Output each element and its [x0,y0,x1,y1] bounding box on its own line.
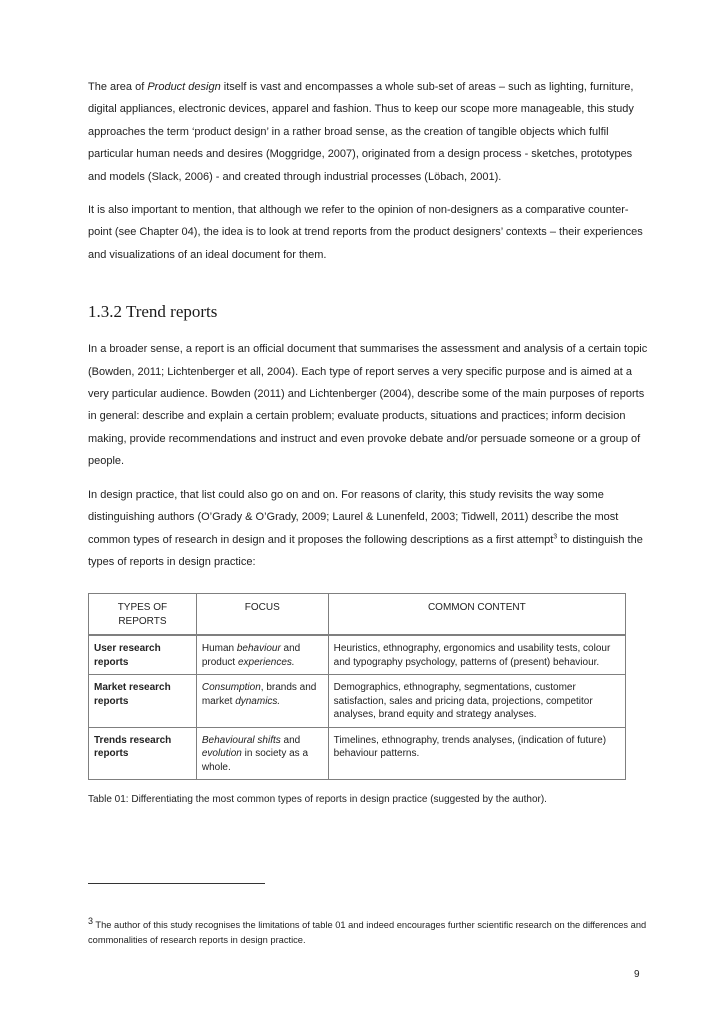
table-row [89,635,626,675]
table-caption: Table 01: Differentiating the most common types of reports in design practice (suggested by the author). [88,794,547,806]
focus-cell: Behavioural shifts and evolution in society as a whole. [196,727,328,780]
paragraph-product-design: The area of Product design itself is vast and encompasses a whole sub-set of areas – such as lighting, furniture, digital appliances, electronic devices, apparel and fashion. Thus to keep our scope more manageable, this study approaches the term ‘product design’ in a rather broad sense, as the creation of tangible objects which fulfil particular human needs and desires (Moggridge, 2007), originated from a design process - sketches, prototypes and models (Slack, 2006) - and created through industrial processes (Löbach, 2001). [88,81,634,183]
footnote-divider [88,883,265,884]
column-header-types: TYPES OF REPORTS [89,594,197,636]
paragraph-design-practice: In design practice, that list could also go on and on. For reasons of clarity, this study revisits the way some distinguishing authors (O’Grady & O’Grady, 2009; Laurel & Lunenfeld, 2003; Tidwell, 2011) describe the most common types of research in design and it proposes the following descriptions as a first attempt$^3$ to distinguish the types of reports in design practice: [88,488,643,568]
table-header-row [89,594,626,636]
table-row [89,727,626,780]
report-type-cell: User research reports [89,635,197,675]
footnote-marker: 3 [88,916,94,926]
report-types-table [88,593,626,780]
common-content-cell: Timelines, ethnography, trends analyses, (indication of future) behaviour patterns. [328,727,625,780]
focus-cell: Consumption, brands and market dynamics. [196,675,328,728]
report-type-cell: Trends research reports [89,727,197,780]
paragraph-non-designers: It is also important to mention, that although we refer to the opinion of non-designers as a comparative counter-point (see Chapter 04), the idea is to look at trend reports from the product designers’ contexts – their experiences and visualizations of an ideal document for them. [88,204,643,261]
paragraph-reports-definition: In a broader sense, a report is an official document that summarises the assessment and analysis of a certain topic (Bowden, 2011; Lichtenberger et all, 2004). Each type of report serves a very specific purpose and is aimed at a very particular audience. Bowden (2011) and Lichtenberger (2004), describe some of the main purposes of reports in general: describe and explain a certain problem; evaluate products, situations and practices; inform decision making, provide recommendations and instruct and even provoke debate and/or persuade someone or a group of people. [88,343,648,468]
column-header-focus: FOCUS [196,594,328,636]
table-row [89,675,626,728]
common-content-cell: Demographics, ethnography, segmentations, customer satisfaction, sales and pricing data, projections, competitor analyses, brand equity and strategy analyses. [328,675,625,728]
section-heading: 1.3.2 Trend reports [88,302,218,322]
footnote: $^3$ The author of this study recognises the limitations of table 01 and indeed encourages further scientific research on the differences and commonalities of research reports in design practice. [88,916,647,946]
page-body [88,76,648,805]
column-header-content: COMMON CONTENT [328,594,625,636]
report-type-cell: Market research reports [89,675,197,728]
footnote-reference[interactable]: 3 [553,532,558,540]
common-content-cell: Heuristics, ethnography, ergonomics and usability tests, colour and typography psychology, patterns of (present) behaviour. [328,635,625,675]
page-number: 9 [634,969,640,980]
focus-cell: Human behaviour and product experiences. [196,635,328,675]
